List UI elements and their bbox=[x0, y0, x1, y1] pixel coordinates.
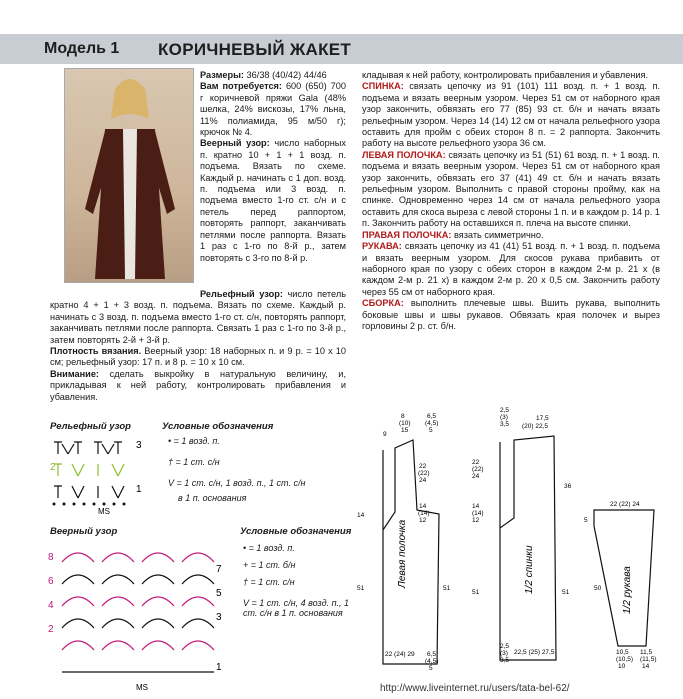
row-label: 3 bbox=[216, 612, 222, 623]
svg-text:(22): (22) bbox=[418, 470, 430, 477]
legend-item: + = 1 ст. б/н bbox=[243, 560, 296, 570]
row-label: 7 bbox=[216, 564, 222, 575]
pattern-left-front bbox=[355, 410, 455, 670]
piece-label: 1/2 спинки bbox=[524, 545, 535, 594]
svg-text:(14): (14) bbox=[472, 510, 484, 517]
model-number: Модель 1 bbox=[44, 40, 120, 57]
legend2-title: Условные обозначения bbox=[240, 526, 352, 537]
row-label: 6 bbox=[48, 576, 54, 587]
legend1-title: Условные обозначения bbox=[162, 421, 274, 432]
svg-text:22: 22 bbox=[472, 459, 480, 466]
row-label: 5 bbox=[216, 588, 222, 599]
row-label: 1 bbox=[136, 484, 142, 495]
svg-text:51: 51 bbox=[443, 585, 451, 592]
page-title: КОРИЧНЕВЫЙ ЖАКЕТ bbox=[158, 40, 352, 59]
svg-text:(20) 22,5: (20) 22,5 bbox=[522, 423, 549, 430]
svg-text:5: 5 bbox=[584, 517, 588, 524]
svg-text:11,5: 11,5 bbox=[640, 649, 653, 656]
svg-text:6,5: 6,5 bbox=[427, 651, 437, 658]
svg-text:22,5 (25) 27,5: 22,5 (25) 27,5 bbox=[514, 649, 555, 656]
svg-text:22: 22 bbox=[419, 463, 427, 470]
svg-text:3,5: 3,5 bbox=[500, 421, 510, 428]
legend-item: V = 1 ст. с/н, 4 возд. п., 1 ст. с/н в 1 п. основания bbox=[243, 598, 350, 618]
svg-text:12: 12 bbox=[419, 517, 427, 524]
svg-text:51: 51 bbox=[562, 589, 570, 596]
svg-text:8: 8 bbox=[401, 413, 405, 420]
svg-text:50: 50 bbox=[594, 585, 602, 592]
svg-text:15: 15 bbox=[401, 427, 409, 434]
legend-item: в 1 п. основания bbox=[178, 493, 247, 503]
svg-text:(22): (22) bbox=[472, 466, 484, 473]
svg-text:10: 10 bbox=[618, 663, 626, 670]
svg-text:22 (22) 24: 22 (22) 24 bbox=[610, 501, 640, 508]
svg-text:(10,5): (10,5) bbox=[616, 656, 633, 663]
row-label: 2 bbox=[48, 624, 54, 635]
relief-chart-title: Рельефный узор bbox=[50, 421, 131, 432]
svg-text:(4,5): (4,5) bbox=[425, 658, 439, 665]
model-photo bbox=[64, 68, 194, 283]
svg-text:14: 14 bbox=[472, 503, 480, 510]
instructions-text: кладывая к ней работу, контролировать прибавления и убавления. СПИНКА: связать цепочку из 91 (101) 111 возд. п. + 1 возд. п. подъема и вязать веерным узором. Через 51 см от наборного края узор закончить, обвязать его 77 (85) 93 ст. б/н и начать вязать рельефным узором. Через 14 (14) 12 см от начала рельефного узора оставить для пройм с обеих сторон 8 п. = 2 раппорта. Закончить работу на высоте рельефного узора 36 см. ЛЕВАЯ ПОЛОЧКА: связать цепочку из 51 (51) 61 возд. п. + 1 возд. п. подъема и вязать веерным узором. Через 51 см от наборного края узор закончить, обвязать его 37 (41) 49 ст. б/н и начать вязать рельефным узором. Выполнить с правой стороны пройму, как на спинке. Одновременно через 14 см от начала рельефного узора оставить для скоса выреза с левой стороны 1 п. и в каждом р. 14 р. 1 п. Закончить работу на оставшихся п. плеча на высоте спинки. ПРАВАЯ ПОЛОЧКА: вязать симметрично. РУКАВА: связать цепочку из 41 (41) 51 возд. п. + 1 возд. п. подъема и вязать веерным узором. Для скосов рукава прибавить от наборного края по узору с обеих сторон в каждом 2-м р. 21 х (в каждом 2-м р. 21 х) в каждом 2-м р. 20 х 0,5 см. Закончить работу через 55 см от наборного края. СБОРКА: выполнить плечевые швы. Вшить рукава, выполнить боковые швы и швы рукавов. Обвязать края полочек и вырез горловины 2 р. ст. б/н. bbox=[362, 70, 660, 331]
svg-text:(11,5): (11,5) bbox=[640, 656, 657, 663]
svg-text:6,5: 6,5 bbox=[427, 413, 437, 420]
svg-text:10,5: 10,5 bbox=[616, 649, 629, 656]
svg-text:(3): (3) bbox=[500, 414, 508, 421]
svg-text:22 (24) 29: 22 (24) 29 bbox=[385, 651, 415, 658]
svg-text:(10): (10) bbox=[399, 420, 411, 427]
jacket-illustration bbox=[65, 69, 195, 284]
row-label: 4 bbox=[48, 600, 54, 611]
svg-text:14: 14 bbox=[419, 503, 427, 510]
svg-text:14: 14 bbox=[642, 663, 650, 670]
svg-text:2,5: 2,5 bbox=[500, 643, 510, 650]
legend-item: V = 1 ст. с/н, 1 возд. п., 1 ст. с/н bbox=[168, 478, 306, 488]
svg-text:(14): (14) bbox=[418, 510, 430, 517]
svg-text:36: 36 bbox=[564, 483, 572, 490]
svg-text:24: 24 bbox=[472, 473, 480, 480]
row-label: 1 bbox=[216, 662, 222, 673]
piece-label: 1/2 рукава bbox=[622, 566, 633, 614]
svg-text:3,5: 3,5 bbox=[500, 657, 510, 664]
svg-text:51: 51 bbox=[357, 585, 365, 592]
row-label: 3 bbox=[136, 440, 142, 451]
pattern-half-back bbox=[470, 404, 580, 666]
materials-text: Размеры: 36/38 (40/42) 44/46 Вам потребуется: 600 (650) 700 г коричневой пряжи Gala (48% шелка, 24% вискозы, 17% льна, 11% полиамида, 95 м/50 г); крючок № 4. Веерный узор: число наборных п. кратно 10 + 1 + 1 возд. п. подъема. Вязать по схеме. Каждый р. начинать с 1 доп. возд. п. подъема или 3 возд. п. подъема вместо 1-го ст. с/н и с петель перед раппортом, повторять раппорт, заканчивать петлями после раппорта. Вязать 1 раз с 1-го по 8-й р., затем повторять с 3-го по 8-й р. bbox=[200, 70, 346, 263]
svg-text:(4,5): (4,5) bbox=[425, 420, 439, 427]
legend-item: † = 1 ст. с/н bbox=[243, 577, 295, 587]
ms-label: MS bbox=[136, 683, 148, 692]
svg-text:17,5: 17,5 bbox=[536, 415, 549, 422]
pattern-text: Рельефный узор: число петель кратно 4 + 1 + 3 возд. п. подъема. Вязать по схеме. Каждый р. начинать с 3 возд. п. подъема вместо 1-го ст. с/н, повторять раппорт, заканчивать петлями после раппорта. Связать 1 раз с 1-го по 3-й р., затем повторять 2-й + 3-й р. Плотность вязания. Веерный узор: 18 наборных п. и 9 р. = 10 х 10 см; рельефный узор: 17 п. и 8 р. = 10 х 10 см. Внимание: сделать выкройку в натуральную величину, и, прикладывая к ней работу, контролировать прибавления и убавления. bbox=[50, 289, 347, 402]
svg-text:5: 5 bbox=[429, 427, 433, 434]
legend-item: • = 1 возд. п. bbox=[243, 543, 295, 553]
piece-label: Левая полочка bbox=[397, 519, 408, 588]
svg-text:(3): (3) bbox=[500, 650, 508, 657]
row-label: 8 bbox=[48, 552, 54, 563]
source-url: http://www.liveinternet.ru/users/tata-bel-62/ bbox=[380, 683, 570, 694]
ms-label: MS bbox=[98, 507, 110, 514]
fan-chart-title: Веерный узор bbox=[50, 526, 118, 537]
svg-text:51: 51 bbox=[472, 589, 480, 596]
fan-chart bbox=[48, 540, 228, 692]
legend-item: • = 1 возд. п. bbox=[168, 436, 220, 446]
svg-text:2,5: 2,5 bbox=[500, 407, 510, 414]
row-label: 2 bbox=[50, 462, 56, 473]
svg-text:24: 24 bbox=[419, 477, 427, 484]
svg-text:12: 12 bbox=[472, 517, 480, 524]
svg-text:9: 9 bbox=[383, 431, 387, 438]
svg-text:14: 14 bbox=[357, 512, 365, 519]
legend-item: † = 1 ст. с/н bbox=[168, 457, 220, 467]
relief-chart bbox=[50, 434, 160, 514]
pattern-half-sleeve bbox=[584, 490, 679, 672]
svg-text:5: 5 bbox=[429, 665, 433, 670]
